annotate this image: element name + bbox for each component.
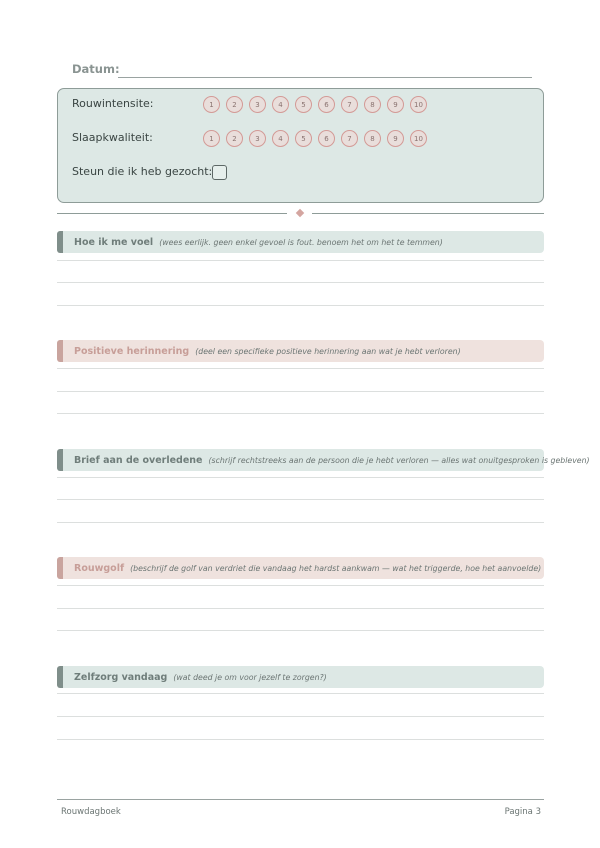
section-hint: (schrijf rechtstreeks aan de persoon die je hebt verloren — alles wat onuitgesproken is gebleven) bbox=[208, 455, 590, 465]
section-hint: (deel een specifieke positieve herinnering aan wat je hebt verloren) bbox=[195, 346, 461, 356]
section-header bbox=[57, 340, 544, 362]
writing-line[interactable] bbox=[57, 477, 544, 478]
sleep-scale-circle[interactable]: 8 bbox=[364, 130, 381, 147]
section-accent-bar bbox=[57, 449, 63, 471]
section-title: Positieve herinnering bbox=[74, 345, 190, 357]
writing-line[interactable] bbox=[57, 305, 544, 306]
writing-line[interactable] bbox=[57, 739, 544, 740]
writing-line[interactable] bbox=[57, 282, 544, 283]
section-hint: (wees eerlijk. geen enkel gevoel is fout. benoem het om het te temmen) bbox=[159, 237, 443, 247]
sleep-scale-circle[interactable]: 7 bbox=[341, 130, 358, 147]
date-field bbox=[72, 62, 532, 80]
section-title: Zelfzorg vandaag bbox=[74, 671, 168, 683]
section-title: Brief aan de overledene bbox=[74, 454, 203, 466]
grief-scale-circle[interactable]: 6 bbox=[318, 96, 335, 113]
footer-divider bbox=[57, 799, 544, 800]
sleep-quality-scale bbox=[203, 130, 427, 147]
divider-line-left bbox=[57, 213, 287, 214]
sleep-scale-circle[interactable]: 4 bbox=[272, 130, 289, 147]
grief-scale-circle[interactable]: 5 bbox=[295, 96, 312, 113]
sleep-scale-circle[interactable]: 1 bbox=[203, 130, 220, 147]
writing-line[interactable] bbox=[57, 716, 544, 717]
writing-line[interactable] bbox=[57, 693, 544, 694]
grief-scale-circle[interactable]: 9 bbox=[387, 96, 404, 113]
section-accent-bar bbox=[57, 666, 63, 688]
section-hint: (beschrijf de golf van verdriet die vandaag het hardst aankwam — wat het triggerde, hoe het aanvoelde) bbox=[130, 563, 542, 573]
writing-line[interactable] bbox=[57, 522, 544, 523]
grief-scale-circle[interactable]: 7 bbox=[341, 96, 358, 113]
rating-panel bbox=[57, 88, 544, 203]
support-label: Steun die ik heb gezocht: bbox=[72, 165, 213, 178]
grief-intensity-label: Rouwintensite: bbox=[72, 97, 154, 110]
section-accent-bar bbox=[57, 340, 63, 362]
sleep-quality-label: Slaapkwaliteit: bbox=[72, 131, 153, 144]
divider-line-right bbox=[312, 213, 544, 214]
section-header bbox=[57, 231, 544, 253]
grief-scale-circle[interactable]: 4 bbox=[272, 96, 289, 113]
diamond-icon bbox=[296, 209, 304, 217]
support-checkbox[interactable] bbox=[212, 165, 227, 180]
sleep-scale-circle[interactable]: 9 bbox=[387, 130, 404, 147]
grief-intensity-scale bbox=[203, 96, 427, 113]
grief-scale-circle[interactable]: 10 bbox=[410, 96, 427, 113]
writing-line[interactable] bbox=[57, 630, 544, 631]
section-header bbox=[57, 666, 544, 688]
grief-scale-circle[interactable]: 1 bbox=[203, 96, 220, 113]
grief-scale-circle[interactable]: 2 bbox=[226, 96, 243, 113]
section-accent-bar bbox=[57, 231, 63, 253]
date-label: Datum: bbox=[72, 62, 120, 76]
writing-line[interactable] bbox=[57, 368, 544, 369]
section-title: Hoe ik me voel bbox=[74, 236, 154, 248]
section-grief-wave bbox=[57, 557, 544, 579]
section-accent-bar bbox=[57, 557, 63, 579]
footer-journal-title: Rouwdagboek bbox=[61, 807, 121, 817]
section-title: Rouwgolf bbox=[74, 562, 125, 574]
section-self-care bbox=[57, 666, 544, 688]
section-header bbox=[57, 557, 544, 579]
writing-line[interactable] bbox=[57, 413, 544, 414]
sleep-scale-circle[interactable]: 3 bbox=[249, 130, 266, 147]
sleep-scale-circle[interactable]: 10 bbox=[410, 130, 427, 147]
section-hint: (wat deed je om voor jezelf te zorgen?) bbox=[173, 672, 327, 682]
sleep-scale-circle[interactable]: 2 bbox=[226, 130, 243, 147]
sleep-scale-circle[interactable]: 6 bbox=[318, 130, 335, 147]
date-input-line[interactable] bbox=[118, 77, 532, 78]
writing-line[interactable] bbox=[57, 585, 544, 586]
grief-scale-circle[interactable]: 3 bbox=[249, 96, 266, 113]
section-feelings bbox=[57, 231, 544, 253]
writing-line[interactable] bbox=[57, 391, 544, 392]
writing-line[interactable] bbox=[57, 608, 544, 609]
writing-line[interactable] bbox=[57, 260, 544, 261]
grief-scale-circle[interactable]: 8 bbox=[364, 96, 381, 113]
page-number: Pagina 3 bbox=[504, 807, 541, 817]
sleep-scale-circle[interactable]: 5 bbox=[295, 130, 312, 147]
writing-line[interactable] bbox=[57, 499, 544, 500]
section-letter bbox=[57, 449, 590, 471]
section-header bbox=[57, 449, 590, 471]
section-positive-memory bbox=[57, 340, 544, 362]
section-divider bbox=[57, 208, 544, 220]
